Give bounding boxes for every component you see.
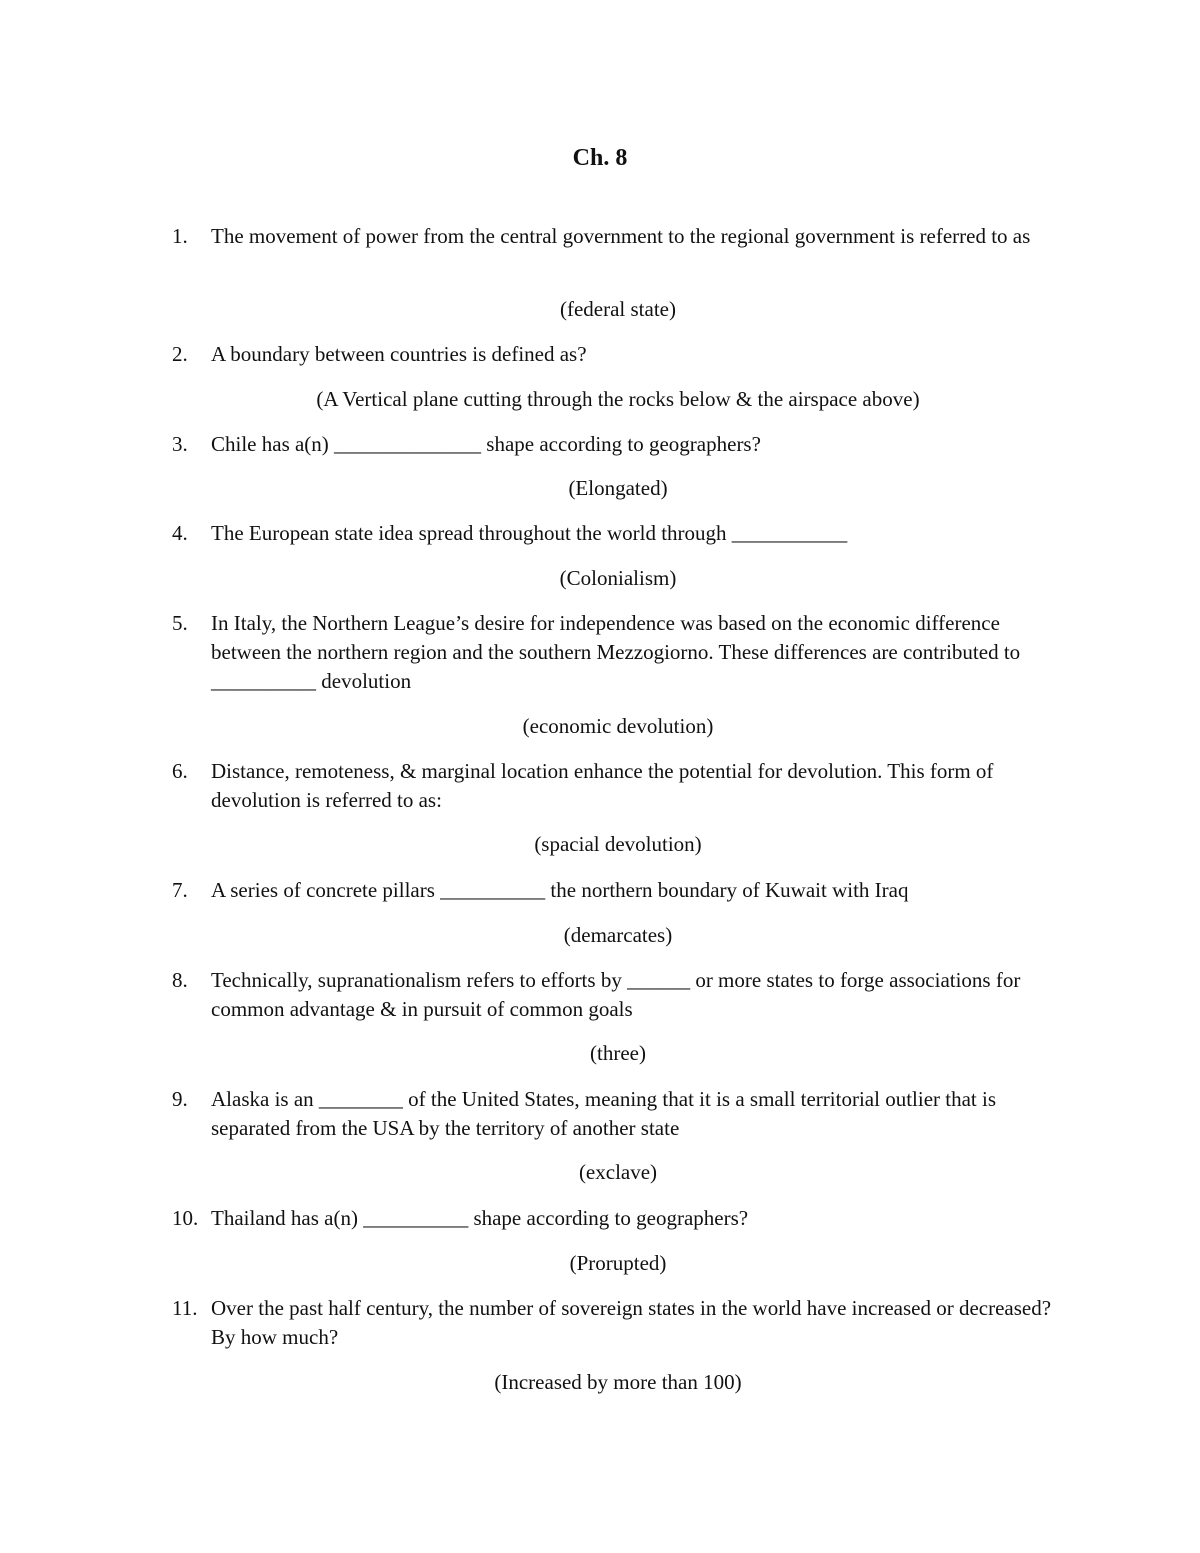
question-3 [172, 430, 1072, 459]
answer-2: (A Vertical plane cutting through the rocks below & the airspace above) [316, 387, 920, 411]
question-text: Over the past half century, the number of sovereign states in the world have increased or decreased? By how much? [211, 1296, 1052, 1349]
question-5 [172, 609, 1072, 696]
question-9 [172, 1085, 1072, 1143]
answer-8: (three) [590, 1041, 646, 1065]
answer-9: (exclave) [578, 1160, 658, 1184]
question-4 [172, 519, 1072, 548]
question-number: 3. [172, 432, 188, 456]
question-text: A series of concrete pillars __________ the northern boundary of Kuwait with Iraq [211, 878, 909, 902]
question-number: 6. [172, 759, 188, 783]
question-number: 11. [172, 1296, 198, 1320]
question-number: 5. [172, 611, 188, 635]
question-text: Alaska is an ________ of the United States, meaning that it is a small territorial outlier that is separated from the USA by the territory of another state [211, 1087, 997, 1140]
answer-4: (Colonialism) [559, 566, 677, 590]
answer-3: (Elongated) [568, 476, 668, 500]
question-number: 9. [172, 1087, 188, 1111]
question-text: Thailand has a(n) __________ shape according to geographers? [211, 1206, 749, 1230]
question-text: Technically, supranationalism refers to efforts by ______ or more states to forge associations for common advantage & in pursuit of common goals [211, 968, 1021, 1021]
question-number: 4. [172, 521, 188, 545]
answer-10: (Prorupted) [569, 1251, 667, 1275]
question-number: 8. [172, 968, 188, 992]
question-text: In Italy, the Northern League’s desire for independence was based on the economic difference between the northern region and the southern Mezzogiorno. These differences are contributed to __________ devolution [211, 611, 1021, 693]
question-10 [172, 1204, 1072, 1233]
question-number: 10. [172, 1206, 199, 1230]
question-11 [172, 1294, 1072, 1352]
question-text: A boundary between countries is defined as? [211, 342, 587, 366]
question-6 [172, 757, 1072, 815]
answer-7: (demarcates) [563, 923, 673, 947]
question-2 [172, 340, 1072, 369]
answer-1: (federal state) [559, 297, 676, 321]
question-7 [172, 876, 1072, 905]
question-1 [172, 222, 1072, 251]
question-text: Chile has a(n) ______________ shape according to geographers? [211, 432, 761, 456]
question-text: The European state idea spread throughout the world through ___________ [211, 521, 848, 545]
question-number: 1. [172, 224, 188, 248]
answer-6: (spacial devolution) [534, 832, 702, 856]
answer-5: (economic devolution) [522, 714, 714, 738]
question-text: The movement of power from the central government to the regional government is referred to as [211, 224, 1031, 248]
answer-11: (Increased by more than 100) [494, 1370, 742, 1394]
page-title: Ch. 8 [572, 145, 628, 171]
question-text: Distance, remoteness, & marginal location enhance the potential for devolution. This form of devolution is referred to as: [211, 759, 994, 812]
question-8 [172, 966, 1072, 1024]
question-number: 7. [172, 878, 188, 902]
question-number: 2. [172, 342, 188, 366]
